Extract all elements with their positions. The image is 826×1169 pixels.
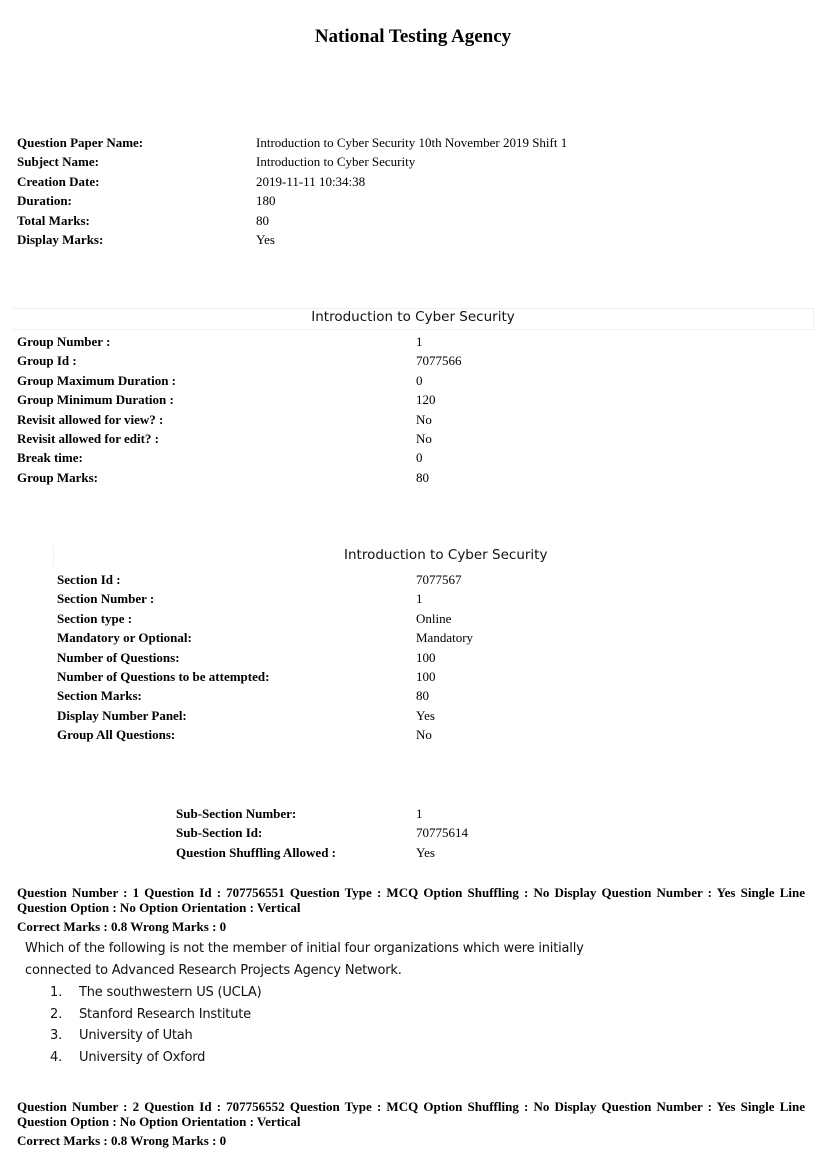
subsection-info-value: 70775614 xyxy=(416,825,468,841)
paper-info-label: Duration: xyxy=(17,193,72,209)
group-info-row xyxy=(17,332,462,351)
group-info-value: No xyxy=(416,411,432,427)
subsection-info-table xyxy=(176,804,468,862)
section-info-value: 7077567 xyxy=(416,572,462,587)
option-text: University of Oxford xyxy=(79,1050,206,1066)
section-info-value: 100 xyxy=(416,649,436,665)
section-info-table xyxy=(57,570,473,745)
group-info-row xyxy=(17,371,462,390)
subsection-info-row xyxy=(176,843,468,862)
paper-info-row xyxy=(17,172,567,191)
section-info-value: 100 xyxy=(416,668,436,684)
group-info-value: 0 xyxy=(416,450,423,466)
subsection-info-value: Yes xyxy=(416,844,435,860)
group-info-label: Group Number : xyxy=(17,334,111,349)
group-info-table xyxy=(17,332,462,487)
section-info-label: Number of Questions to be attempted: xyxy=(57,668,270,684)
option-number: 4. xyxy=(50,1050,63,1066)
section-info-label: Mandatory or Optional: xyxy=(57,630,192,646)
paper-info-label: Question Paper Name: xyxy=(17,135,144,150)
section-info-row xyxy=(57,609,473,628)
group-info-value: 0 xyxy=(416,372,423,388)
subsection-info-value: 1 xyxy=(416,806,423,821)
group-info-label: Group Maximum Duration : xyxy=(17,372,177,388)
paper-info-label: Total Marks: xyxy=(17,212,90,228)
section-info-label: Section Marks: xyxy=(57,688,142,704)
section-info-value: 1 xyxy=(416,591,423,607)
option-number: 1. xyxy=(50,985,63,1000)
paper-info-value: Introduction to Cyber Security xyxy=(256,154,416,170)
question-marks: Correct Marks : 0.8 Wrong Marks : 0 xyxy=(17,1133,227,1148)
question-text xyxy=(25,938,645,982)
paper-info-value: 80 xyxy=(256,212,269,228)
subsection-info-label: Sub-Section Id: xyxy=(176,825,263,841)
section-info-row xyxy=(57,706,473,725)
subsection-info-row xyxy=(176,804,468,823)
group-info-label: Break time: xyxy=(17,450,83,466)
paper-info-row xyxy=(17,191,567,210)
paper-info-value: Yes xyxy=(256,231,275,247)
section-info-value: Yes xyxy=(416,707,435,723)
paper-info-value: Introduction to Cyber Security 10th November 2019 Shift 1 xyxy=(256,135,568,150)
paper-info-row xyxy=(17,211,567,230)
section-info-value: Mandatory xyxy=(416,630,474,646)
question-text-line: connected to Advanced Research Projects Agency Network. xyxy=(25,963,402,978)
question-header: Question Number : 2 Question Id : 707756552 Question Type : MCQ Option Shuffling : No Display Question Number : Yes Single Line Question Option : No Option Orientation : Vertical xyxy=(17,1099,805,1129)
paper-info-row xyxy=(17,133,567,152)
option-number: 3. xyxy=(50,1028,63,1044)
section-info-row xyxy=(57,667,473,686)
group-info-row xyxy=(17,410,462,429)
option-number: 2. xyxy=(50,1006,63,1022)
paper-info-value: 180 xyxy=(256,193,276,209)
group-info-label: Revisit allowed for edit? : xyxy=(17,430,160,446)
subsection-info-label: Sub-Section Number: xyxy=(176,806,297,821)
group-heading: Introduction to Cyber Security xyxy=(311,309,515,325)
section-info-label: Section Number : xyxy=(57,591,155,607)
option-text: University of Utah xyxy=(79,1028,193,1044)
section-info-row xyxy=(57,648,473,667)
group-info-row xyxy=(17,390,462,409)
question-text-line: Which of the following is not the member of initial four organizations which were initially xyxy=(25,941,584,956)
group-info-label: Revisit allowed for view? : xyxy=(17,411,164,427)
section-heading: Introduction to Cyber Security xyxy=(344,547,548,563)
paper-info-value: 2019-11-11 10:34:38 xyxy=(256,173,366,189)
group-info-row xyxy=(17,429,462,448)
section-info-label: Section Id : xyxy=(57,572,121,587)
paper-info-label: Subject Name: xyxy=(17,154,99,170)
group-info-row xyxy=(17,448,462,467)
group-info-value: 80 xyxy=(416,469,429,485)
page-title: National Testing Agency xyxy=(314,26,512,47)
section-info-label: Number of Questions: xyxy=(57,649,180,665)
section-info-label: Group All Questions: xyxy=(57,727,176,743)
section-info-row xyxy=(57,628,473,647)
subsection-info-label: Question Shuffling Allowed : xyxy=(176,844,337,860)
section-info-label: Section type : xyxy=(57,610,133,626)
group-info-label: Group Id : xyxy=(17,353,77,369)
paper-info-row xyxy=(17,230,567,249)
group-info-label: Group Marks: xyxy=(17,469,99,485)
paper-info-row xyxy=(17,152,567,171)
question-marks: Correct Marks : 0.8 Wrong Marks : 0 xyxy=(17,919,227,934)
group-info-row xyxy=(17,351,462,370)
option-text: Stanford Research Institute xyxy=(79,1006,251,1022)
section-info-row xyxy=(57,725,473,744)
group-info-value: No xyxy=(416,430,432,446)
section-info-row xyxy=(57,686,473,705)
section-info-value: Online xyxy=(416,610,452,626)
paper-info-label: Display Marks: xyxy=(17,231,104,247)
section-heading-divider xyxy=(53,546,54,566)
section-info-label: Display Number Panel: xyxy=(57,707,187,723)
group-info-value: 1 xyxy=(416,334,423,349)
subsection-info-row xyxy=(176,823,468,842)
group-info-value: 7077566 xyxy=(416,353,462,369)
group-info-value: 120 xyxy=(416,392,436,408)
question-header: Question Number : 1 Question Id : 707756551 Question Type : MCQ Option Shuffling : No Display Question Number : Yes Single Line Question Option : No Option Orientation : Vertical xyxy=(17,885,805,915)
section-info-value: No xyxy=(416,727,432,743)
option-text: The southwestern US (UCLA) xyxy=(79,985,262,1000)
section-info-row xyxy=(57,570,473,589)
section-info-value: 80 xyxy=(416,688,429,704)
paper-info-table xyxy=(17,133,567,249)
group-info-row xyxy=(17,468,462,487)
group-info-label: Group Minimum Duration : xyxy=(17,392,174,408)
section-info-row xyxy=(57,589,473,608)
paper-info-label: Creation Date: xyxy=(17,173,100,189)
